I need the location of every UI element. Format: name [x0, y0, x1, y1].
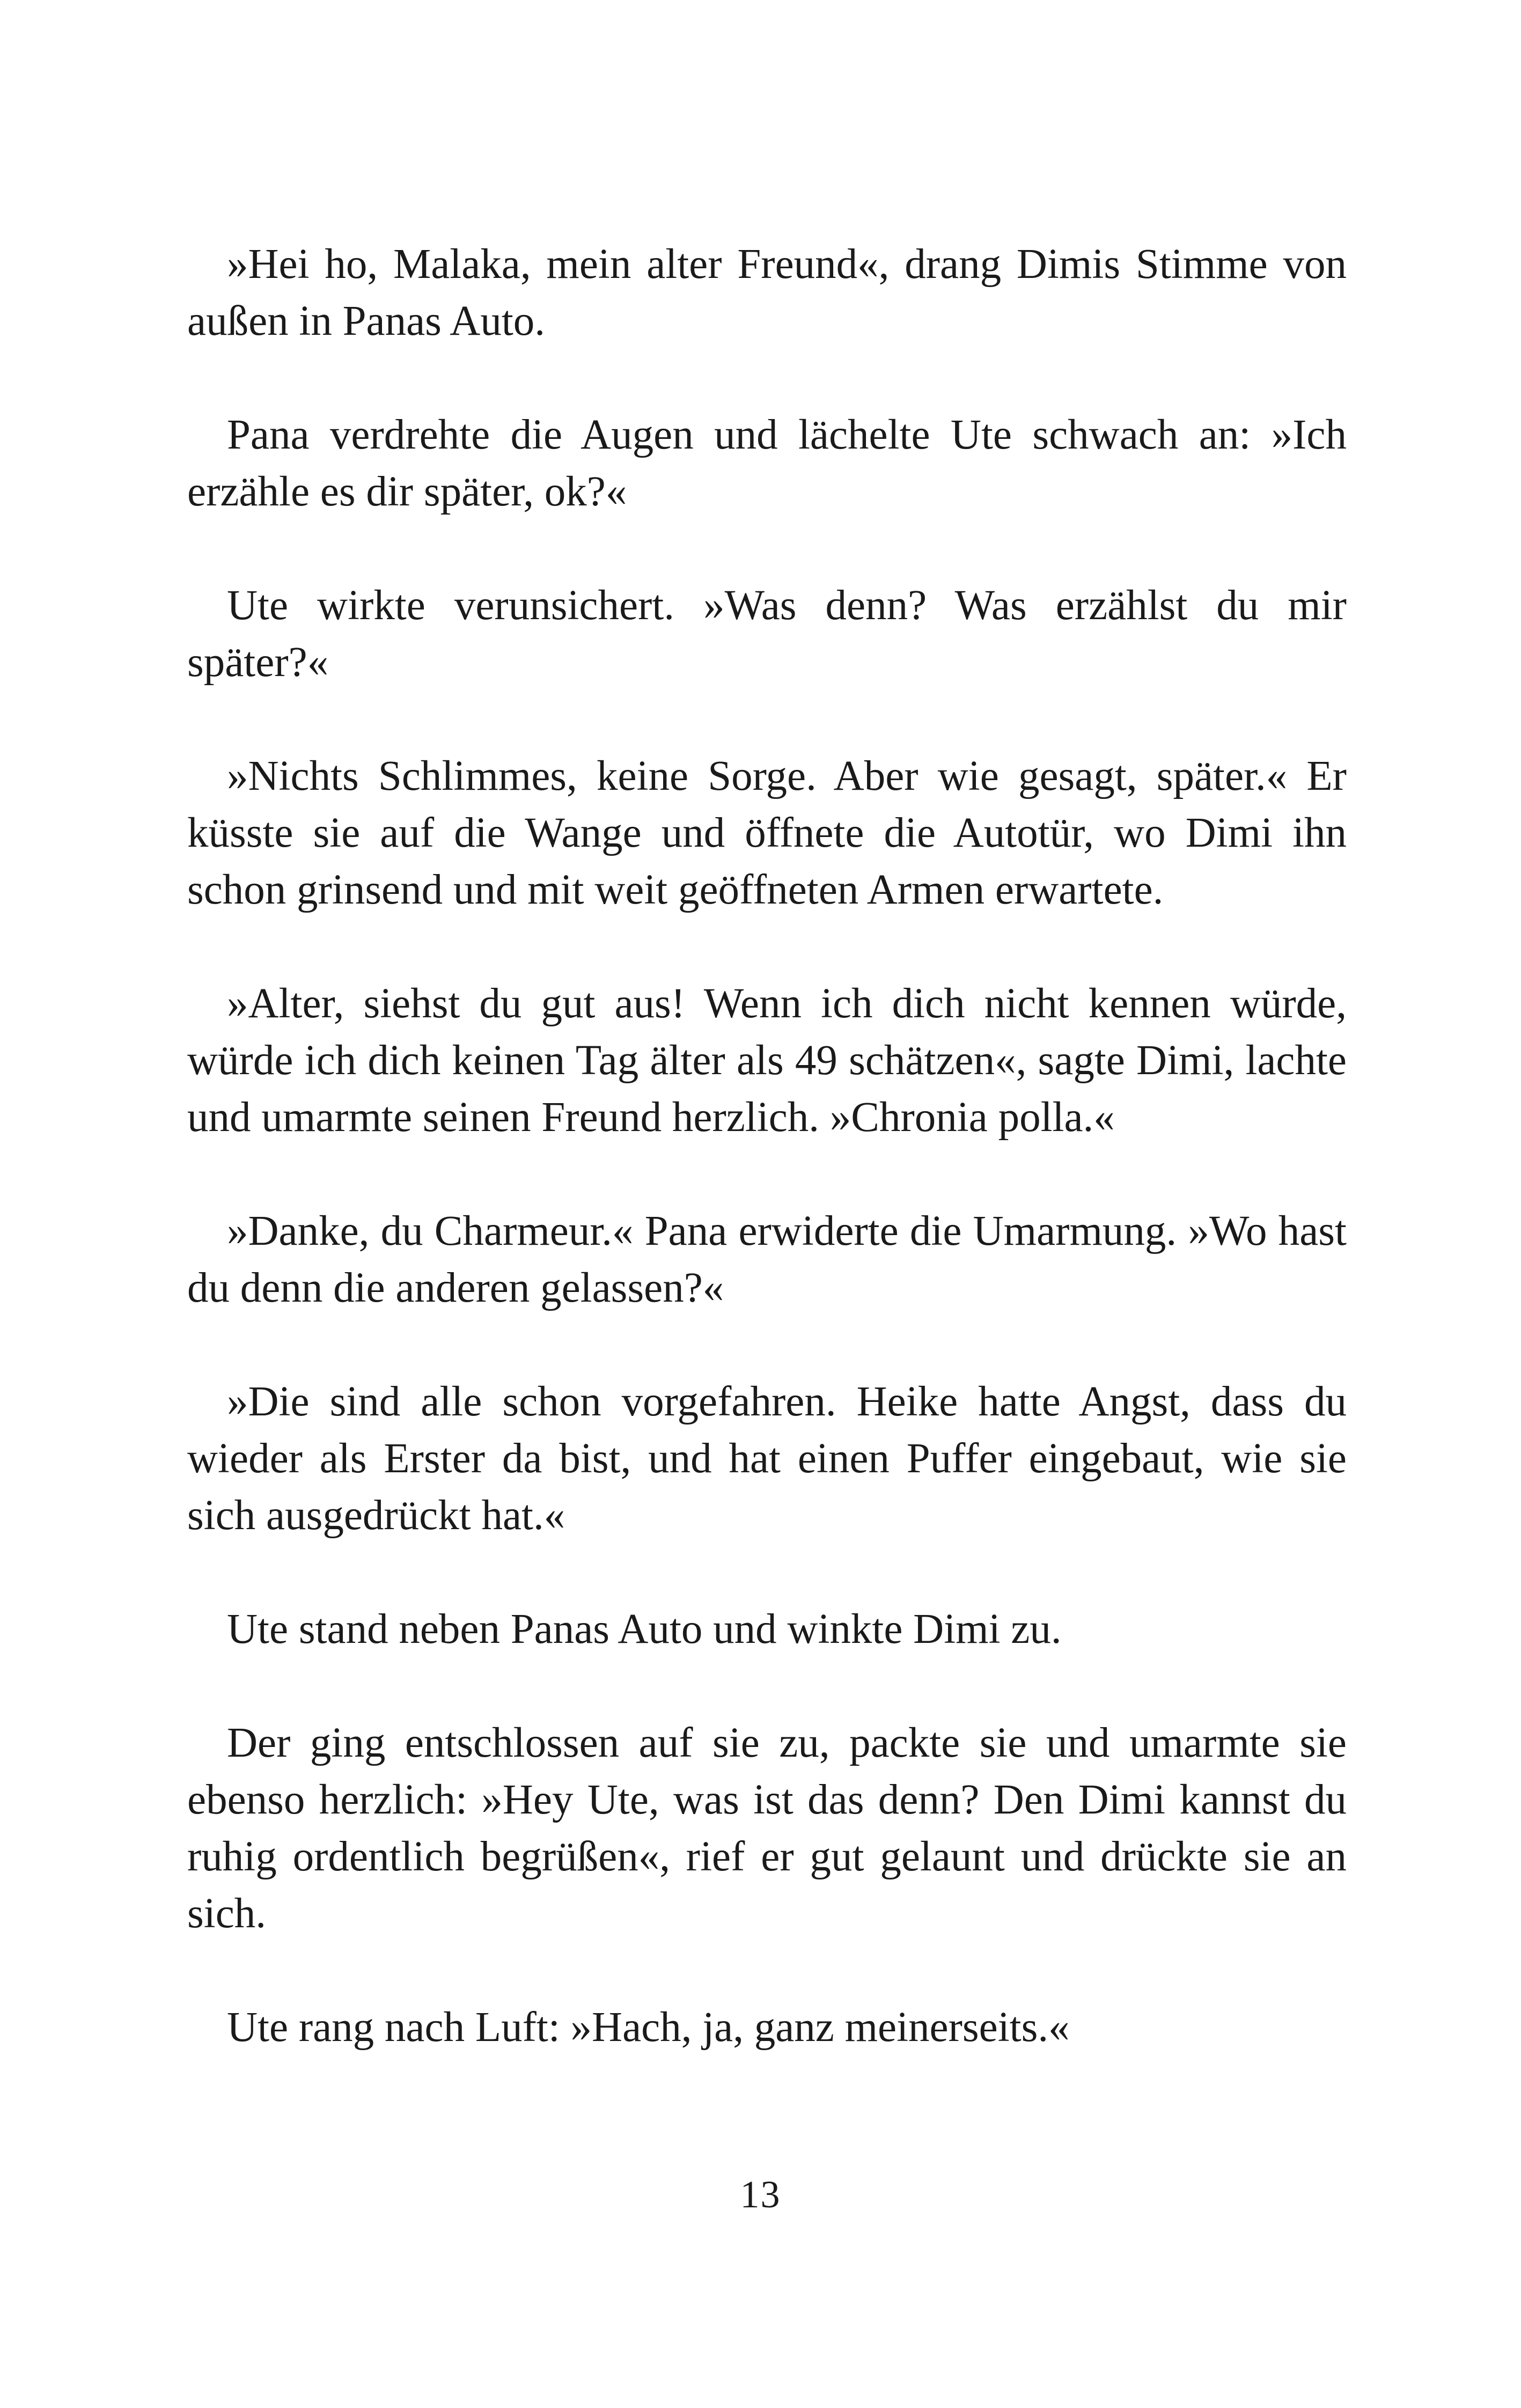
page-number: 13: [740, 2173, 781, 2216]
paragraph-5: »Alter, siehst du gut aus! Wenn ich dich nicht kennen würde, würde ich dich keinen Tag älter als 49 schätzen«, sagte Dimi, lachte und umarmte seinen Freund herzlich. »Chronia polla.«: [187, 980, 1347, 1141]
paragraph-2: Pana verdrehte die Augen und lächelte Ute schwach an: »Ich erzähle es dir später, ok?«: [187, 412, 1347, 515]
paragraph-1: »Hei ho, Malaka, mein alter Freund«, drang Dimis Stimme von außen in Panas Auto.: [187, 241, 1347, 344]
paragraph-7: »Die sind alle schon vorgefahren. Heike hatte Angst, dass du wieder als Erster da bist, und hat einen Puffer eingebaut, wie sie sich ausgedrückt hat.«: [187, 1378, 1347, 1539]
paragraph-8: Ute stand neben Panas Auto und winkte Dimi zu.: [227, 1606, 1062, 1653]
paragraph-10: Ute rang nach Luft: »Hach, ja, ganz meinerseits.«: [227, 2004, 1070, 2051]
paragraph-3: Ute wirkte verunsichert. »Was denn? Was erzählst du mir später?«: [187, 582, 1347, 686]
paragraph-9: Der ging entschlossen auf sie zu, packte sie und umarmte sie ebenso herzlich: »Hey Ute, was ist das denn? Den Dimi kannst du ruhig ordentlich begrüßen«, rief er gut gelaunt und drückte sie an sich.: [187, 1720, 1347, 1937]
paragraph-4: »Nichts Schlimmes, keine Sorge. Aber wie gesagt, später.« Er küsste sie auf die Wange und öffnete die Autotür, wo Dimi ihn schon grinsend und mit weit geöffneten Armen erwartete.: [187, 753, 1347, 913]
paragraph-6: »Danke, du Charmeur.« Pana erwiderte die Umarmung. »Wo hast du denn die anderen gelassen?«: [187, 1208, 1347, 1311]
page-body: [187, 236, 1347, 2056]
